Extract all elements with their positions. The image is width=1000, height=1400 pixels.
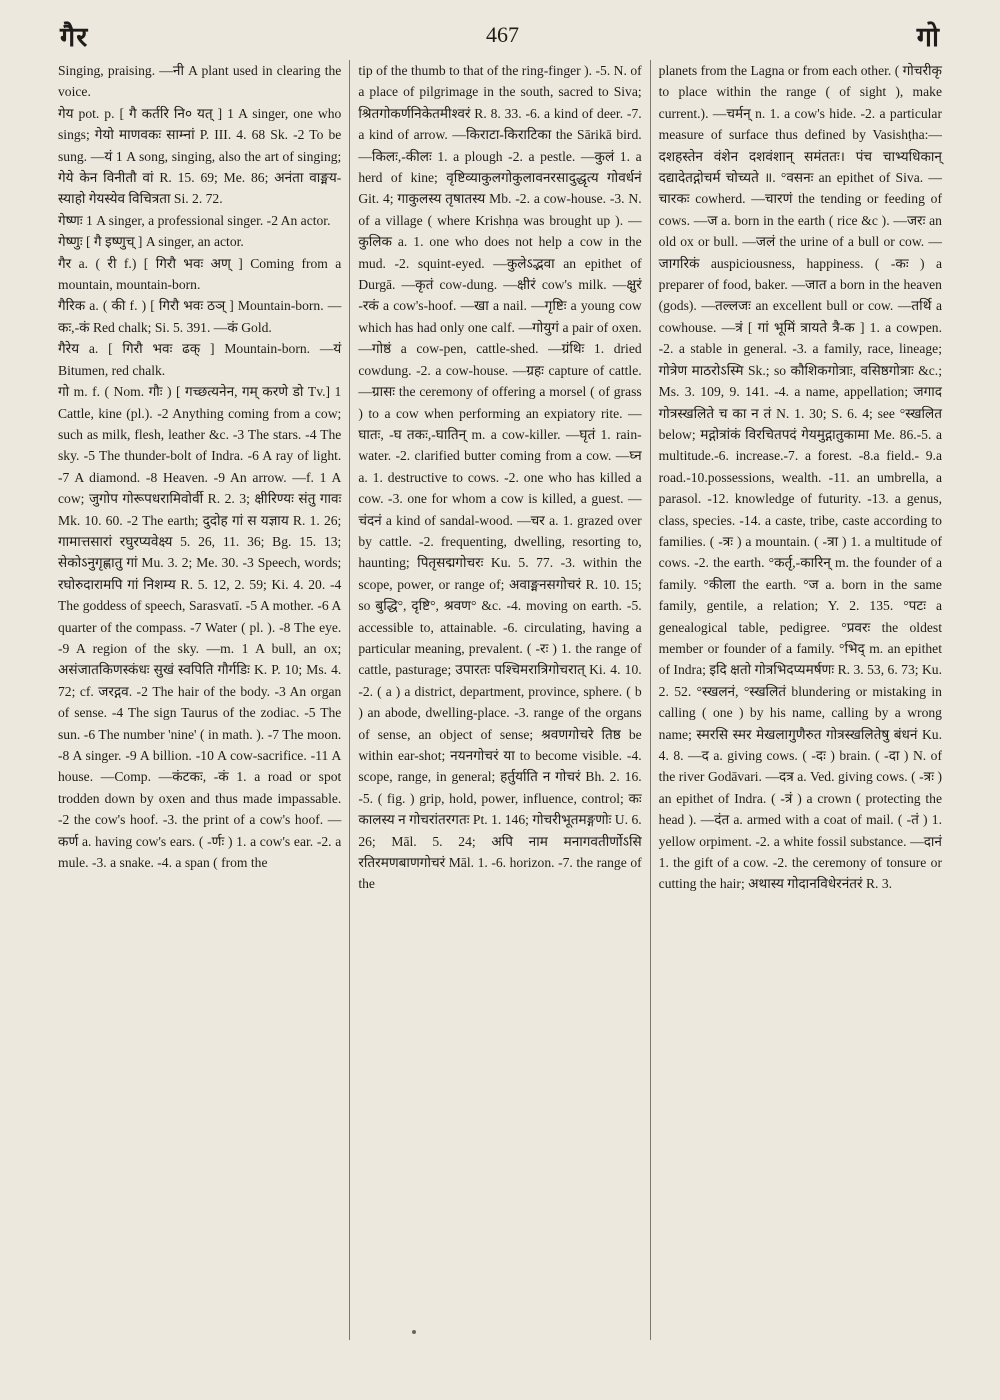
entry-paragraph: tip of the thumb to that of the ring-finger ). -5. N. of a place of pilgrimage in the south, sacred to Siva; श्रितगोकर्णनिकेतमीश्वरं R. 8. 33. -6. a kind of deer. -7. a kind of arrow. —किराटा-किराटिका the Sārikā bird. —किलः,-कीलः 1. a plough -2. a pestle. —कुलं 1. a herd of kine; वृष्टिव्याकुलगोकुलावनरसादुद्धृत्य गोवर्धनं Git. 4; गाकुलस्य तृषातस्य Mb. -2. a cow-house. -3. N. of a village ( where Krishṇa was brought up ). —कुलिक a. 1. one who does not help a cow in the mud. -2. squint-eyed. —कुलेऽद्भवा an epithet of Durgā. —कृतं cow-dung. —क्षीरं cow's milk. —क्षुरं -रकं a cow's-hoof. —खा a nail. —गृष्टिः a young cow which has had only one calf. —गोयुगं a pair of oxen. —गोष्ठं a cow-pen, cattle-shed. —ग्रंथिः 1. dried cowdung. -2. a cow-house. —ग्रहः capture of cattle. —ग्रासः the ceremony of offering a morsel ( of grass ) to a cow when performing an expiatory rite. —घातः, -घ तकः,-घातिन् m. a cow-killer. —घृतं 1. rain-water. -2. clarified butter coming from a cow. —घ्न a. 1. destructive to cows. -2. one who has killed a cow. -3. one for whom a cow is killed, a guest. —चंदनं a kind of sandal-wood. —चर a. 1. grazed over by cattle. -2. frequenting, dwelling, resorting to, haunting; पितृसद्मगोचरः Ku. 5. 77. -3. within the scope, power, or range of; अवाङ्मनसगोचरं R. 10. 15; so बुद्धि°, दृष्टि°, श्रवण° &c. -4. moving on earth. -5. accessible to, attainable. -6. circulating, having a particular meaning, prevalent. ( -रः ) 1. the range of cattle, pasturage; उपारतः पश्चिमरात्रिगोचरात् Ki. 4. 10. -2. ( a ) a district, department, province, sphere. ( b ) an abode, dwelling-place. -3. range of the organs of sense, an object of sense; श्रवणगोचरे तिष्ठ be within ear-shot; नयनगोचरं या to become visible. -4. scope, range, in general; हर्तुर्याति न गोचरं Bh. 2. 16. -5. ( fig. ) grip, hold, power, influence, control; कः कालस्य न गोचरांतरगतः Pt. 1. 146; गोचरीभूतमङ्गणोः U. 6. 26; Māl. 5. 24; अपि नाम मनागवतीर्णोऽसि रतिरमणबाणगोचरं Māl. 1. -6. horizon. -7. the range of the	[358, 63, 642, 892]
entry-paragraph: गैरेय a. [ गिरौ भवः ढक् ] Mountain-born. —यं Bitumen, red chalk.	[58, 341, 342, 378]
column-2	[349, 60, 649, 1340]
page-header	[60, 14, 940, 56]
entry-paragraph: planets from the Lagna or from each other. ( गोचरीकृ to place within the range ( of sight ), make current.). —चर्मन् n. 1. a cow's hide. -2. a particular measure of surface thus defined by Vasishṭha:—दशहस्तेन वंशेन दशवंशान् समंततः। पंच चाभ्यधिकान् दद्यादेतद्गोचर्म चोच्यते ॥. °वसनः an epithet of Siva. —चारकः cowherd. —चारणं the tending or feeding of cows. —ज a. born in the earth ( rice &c ). —जरः an old ox or bull. —जलं the urine of a bull or cow. —जागरिकं auspiciousness, happiness. ( -कः ) a preparer of food, baker. —जात a born in the heaven (gods). —तल्लजः an excellent bull or cow. —तर्थि a cowhouse. —त्रं [ गां भूमिं त्रायते त्रै-क ] 1. a cowpen. -2. a stable in general. -3. a family, race, lineage; गोत्रेण माठरोऽस्मि Sk.; so कौशिकगोत्राः, वसिष्ठगोत्राः &c.; Ms. 3. 109, 9. 141. -4. a name, appellation; जगाद गोत्रस्खलिते च का न तं N. 1. 30; S. 6. 4; see °स्खलित below; मद्गोत्रांकं विरचितपदं गेयमुद्गातुकामा Me. 86.-5. a multitude.-6. increase.-7. a forest. -8.a field.- 9.a road.-10.possessions, wealth. -11. an umbrella, a parasol. -12. knowledge of futurity. -13. a genus, class, species. -14. a caste, tribe, caste according to families. ( -त्रः ) a mountain. ( -त्रा ) 1. a multitude of cows. -2. the earth. °कर्तृ,-कारिन् m. the founder of a family. °कीला the earth. °ज a. born in the same family, gentile, a relation; Y. 2. 135. °पटः a genealogical table, pedigree. °प्रवरः the oldest member or founder of a family. °भिद् m. an epithet of Indra; इदि क्षतो गोत्रभिदप्यमर्षणः R. 3. 53, 6. 73; Ku. 2. 52. °स्खलनं, °स्खलितं blundering or mistaking in calling ( one ) by his name, calling by a wrong name; स्मरसि स्मर मेखलागुणैरुत गोत्रस्खलितेषु बंधनं Ku. 4. 8. —द a. giving cows. ( -दः ) brain. ( -दा ) N. of the river Godāvari. —दत्र a. Ved. giving cows. ( -त्रः ) an epithet of Indra. ( -त्रं ) a crown ( protecting the head ). —दंत a. armed with a coat of mail. ( -तं ) 1. yellow orpiment. -2. a white fossil substance. —दानं 1. the gift of a cow. -2. the ceremony of tonsure or cutting the hair; अथास्य गोदानविधेरनंतरं R. 3.	[658, 63, 942, 892]
column-1	[50, 60, 349, 1340]
right-guide-word: गो	[916, 21, 940, 53]
text-columns	[50, 60, 950, 1340]
entry-paragraph: गेय pot. p. [ गै कर्तरि नि० यत् ] 1 A singer, one who sings; गेयो माणवकः साम्नां P. III. 4. 68 Sk. -2 To be sung. —यं 1 A song, singing, also the art of singing; गेये केन विनीतौ वां R. 15. 69; Me. 86; अनंता वाङ्मय-स्याहो गेयस्येव विचित्रता Si. 2. 72.	[58, 105, 342, 207]
page-number: 467	[486, 22, 520, 47]
entry-paragraph: गेष्णः 1 A singer, a professional singer. -2 An actor.	[58, 212, 331, 228]
entry-paragraph: Singing, praising. —नी A plant used in clearing the voice.	[58, 63, 342, 100]
entry-paragraph: गैरिक a. ( की f. ) [ गिरौ भवः ठञ् ] Mountain-born. —कः,-कं Red chalk; Si. 5. 391. —कं Gold.	[58, 298, 342, 335]
entry-paragraph: गो m. f. ( Nom. गौः ) [ गच्छत्यनेन, गम् करणे डो Tv.] 1 Cattle, kine (pl.). -2 Anything coming from a cow; such as milk, flesh, leather &c. -3 The stars. -4 The sky. -5 The thunder-bolt of Indra. -6 A ray of light. -7 A diamond. -8 Heaven. -9 An arrow. —f. 1 A cow; जुगोप गोरूपधरामिवोर्वी R. 2. 3; क्षीरिण्यः संतु गावः Mk. 10. 60. -2 The earth; दुदोह गां स यज्ञाय R. 1. 26; गामात्तसारां रघुरप्यवेक्ष्य 5. 26, 11. 36; Bg. 15. 13; सेकोऽनुगृह्णातु गां Mu. 3. 2; Me. 30. -3 Speech, words; रघोरुदारामपि गां निशम्य R. 5. 12, 2. 59; Ki. 4. 20. -4 The goddess of speech, Sarasvatī. -5 A mother. -6 A quarter of the compass. -7 Water ( pl. ). -8 The eye. -9 A region of the sky. —m. 1 A bull, an ox; असंजातकिणस्कंधः सुखं स्वपिति गौर्गडिः K. P. 10; Ms. 4. 72; cf. जरद्गव. -2 The hair of the body. -3 An organ of sense. -4 The sign Taurus of the zodiac. -5 The sun. -6 The number 'nine' ( in math. ). -7 The moon. -8 A singer. -9 A billion. -10 A cow-sacrifice. -11 A house. —Comp. —कंटकः, -कं 1. a road or spot trodden down by oxen and thus made impassable. -2 the cow's hoof. -3. the print of a cow's hoof. —कर्ण a. having cow's ears. ( -र्णः ) 1. a cow's ear. -2. a mule. -3. a snake. -4. a span ( from the	[58, 384, 342, 871]
column-3	[650, 60, 950, 1340]
entry-paragraph: गैर a. ( री f.) [ गिरौ भवः अण् ] Coming from a mountain, mountain-born.	[58, 255, 342, 293]
left-guide-word: गैर	[60, 21, 89, 53]
entry-paragraph: गेष्णुः [ गै इष्णुच् ] A singer, an actor.	[58, 234, 244, 250]
ink-speck	[412, 1330, 416, 1334]
